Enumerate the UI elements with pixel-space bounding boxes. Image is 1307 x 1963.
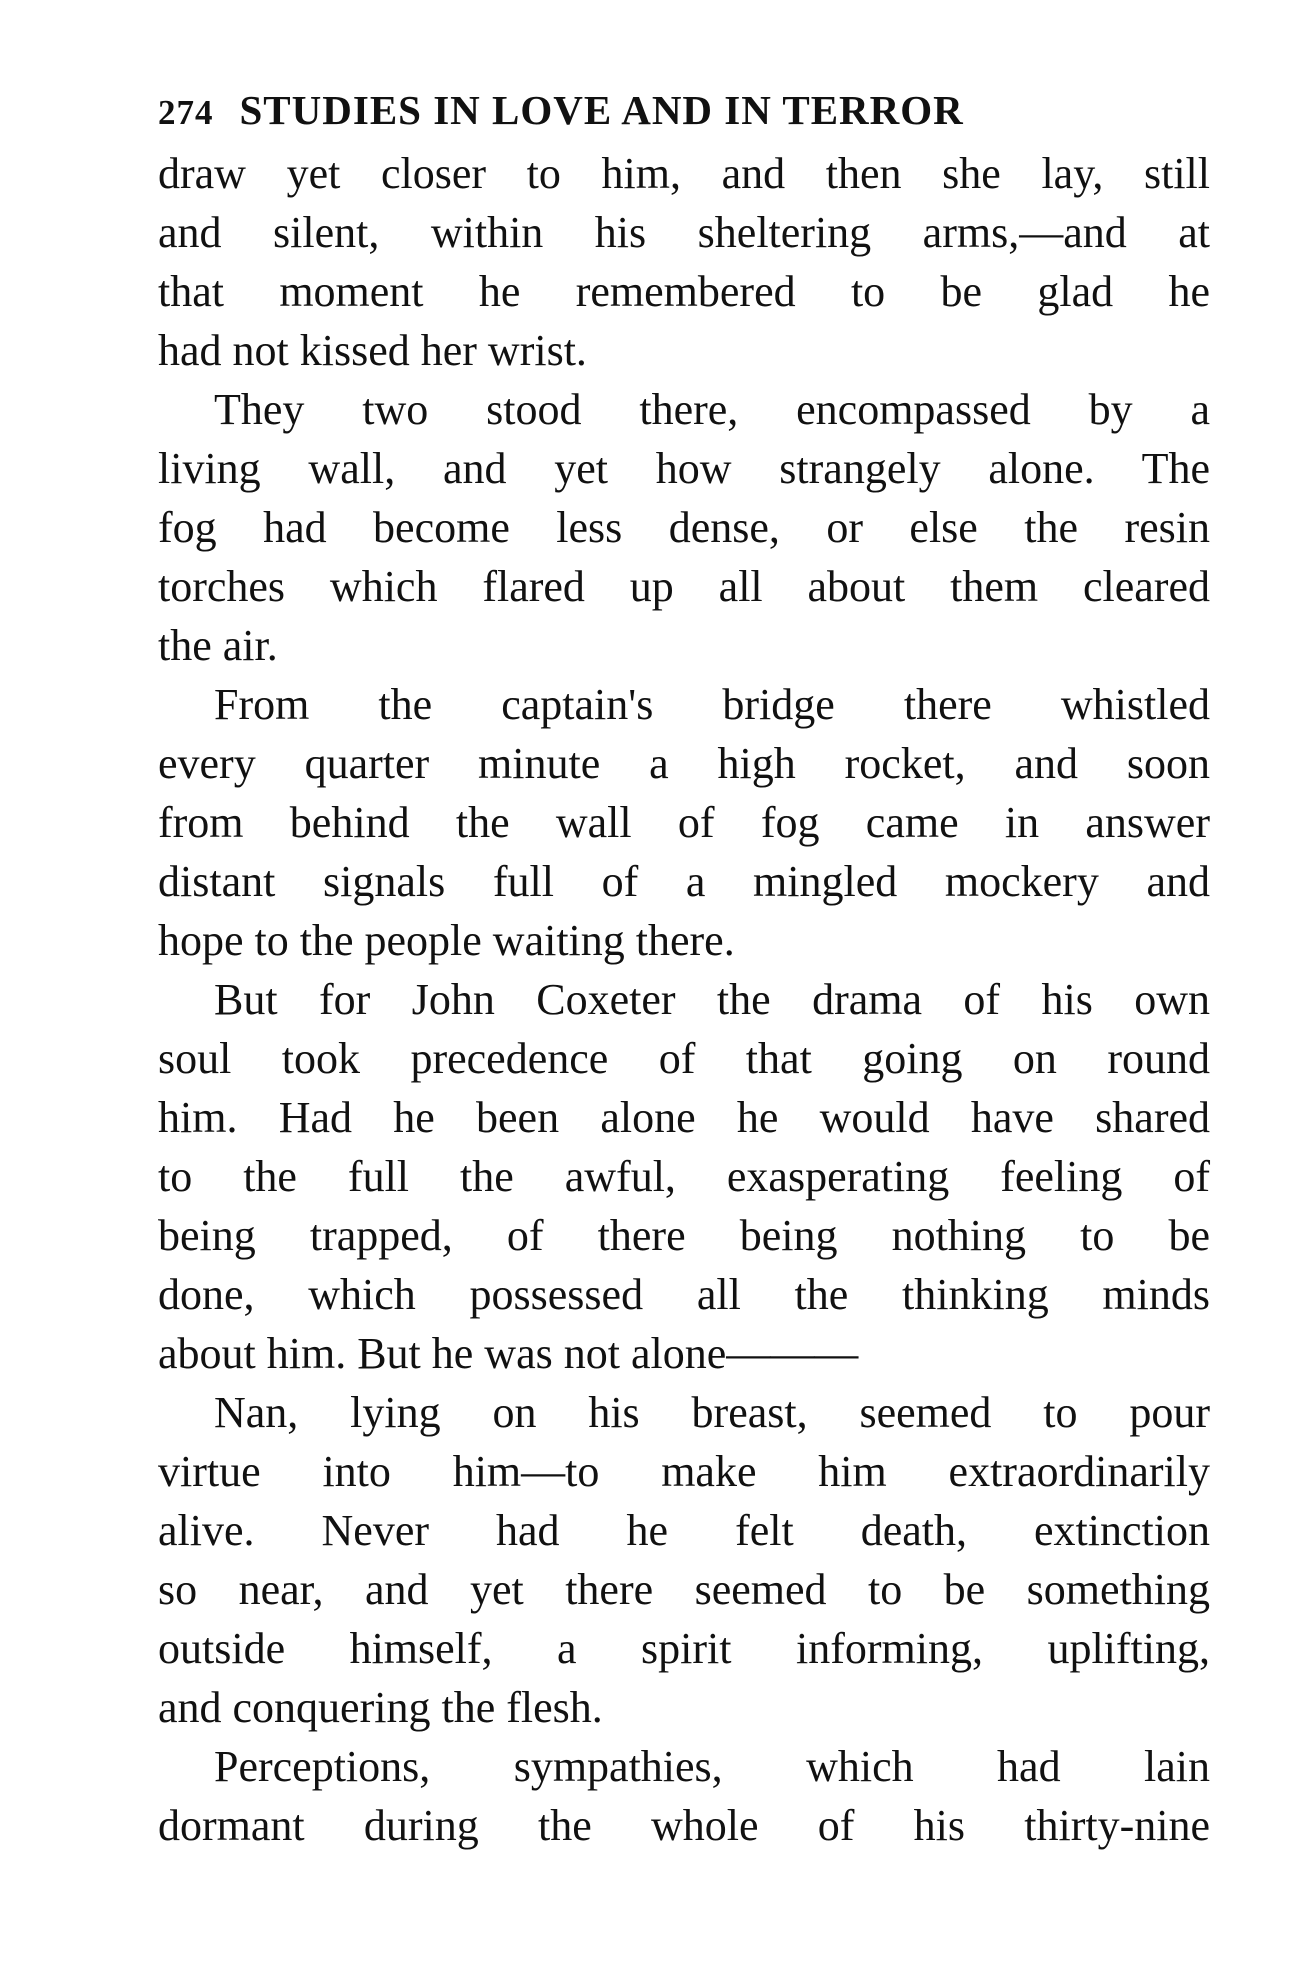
text-line: virtue into him—to make him extraordinarily [158,1447,1210,1496]
text-line: from behind the wall of fog came in answer [158,798,1210,847]
paragraph [158,675,1210,970]
text-line: outside himself, a spirit informing, uplifting, [158,1624,1210,1673]
text-line: and silent, within his sheltering arms,—and at [158,208,1210,257]
paragraph [158,380,1210,675]
text-line: dormant during the whole of his thirty-nine [158,1801,1210,1850]
text-line: torches which flared up all about them cleared [158,562,1210,611]
text-line: about him. But he was not alone——— [158,1329,859,1378]
text-line: so near, and yet there seemed to be something [158,1565,1210,1614]
text-line: From the captain's bridge there whistled [214,680,1210,729]
text-body [158,144,1210,1855]
book-page [158,80,1210,1855]
text-line: living wall, and yet how strangely alone. The [158,444,1210,493]
running-head [158,80,1210,140]
text-line: Perceptions, sympathies, which had lain [214,1742,1210,1791]
text-line: draw yet closer to him, and then she lay, still [158,149,1210,198]
text-line: every quarter minute a high rocket, and soon [158,739,1210,788]
text-line: the air. [158,621,278,670]
running-title: STUDIES IN LOVE AND IN TERROR [239,87,964,133]
text-line: distant signals full of a mingled mockery and [158,857,1210,906]
text-line: soul took precedence of that going on round [158,1034,1210,1083]
text-line: had not kissed her wrist. [158,326,587,375]
text-line: to the full the awful, exasperating feeling of [158,1152,1210,1201]
text-line: Nan, lying on his breast, seemed to pour [214,1388,1210,1437]
text-line: alive. Never had he felt death, extinction [158,1506,1210,1555]
text-line: and conquering the flesh. [158,1683,603,1732]
paragraph [158,970,1210,1383]
paragraph [158,144,1210,380]
text-line: that moment he remembered to be glad he [158,267,1210,316]
text-line: fog had become less dense, or else the resin [158,503,1210,552]
text-line: They two stood there, encompassed by a [214,385,1210,434]
text-line: him. Had he been alone he would have shared [158,1093,1210,1142]
paragraph [158,1737,1210,1855]
text-line: being trapped, of there being nothing to be [158,1211,1210,1260]
page-number: 274 [158,93,214,132]
paragraph [158,1383,1210,1737]
text-line: hope to the people waiting there. [158,916,735,965]
text-line: done, which possessed all the thinking minds [158,1270,1210,1319]
text-line: But for John Coxeter the drama of his own [214,975,1210,1024]
